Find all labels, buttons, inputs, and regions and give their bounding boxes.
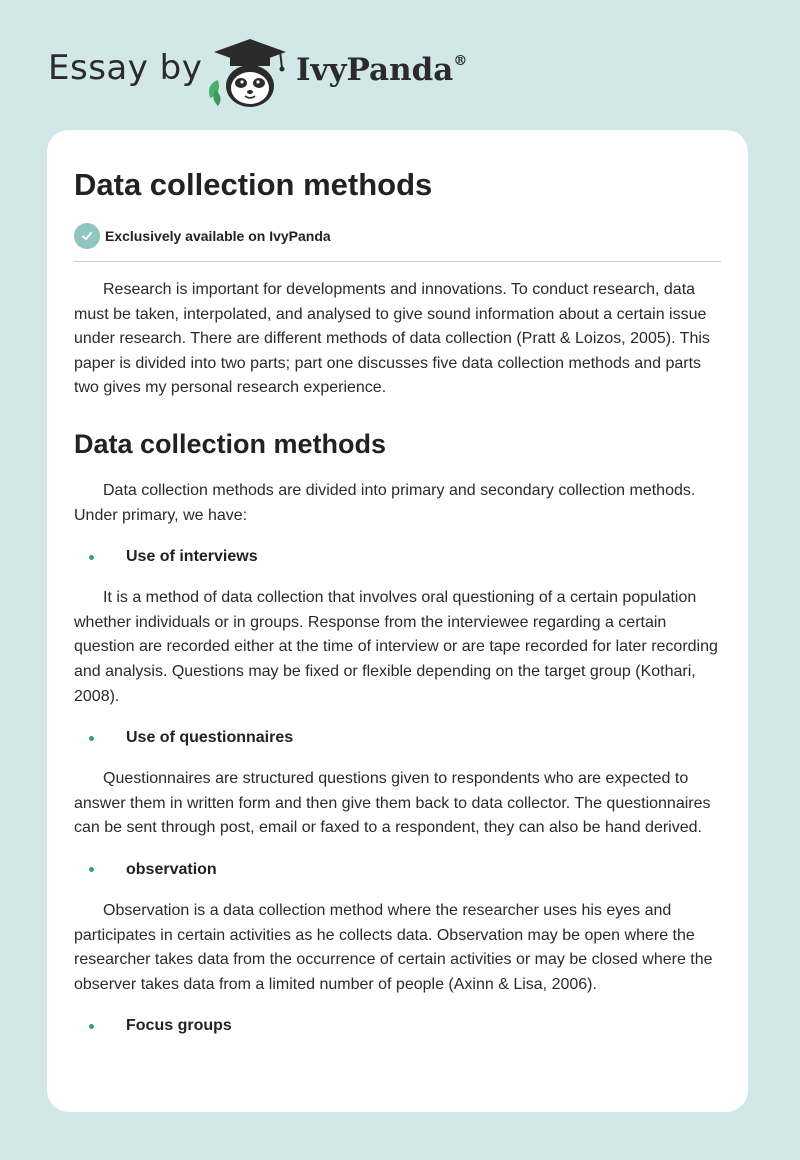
article-card [47, 130, 748, 1112]
brand-text: IvyPanda [296, 52, 454, 88]
site-header [0, 0, 800, 130]
intro-paragraph: Research is important for developments and innovations. To conduct research, data must be taken, interpolated, and analysed to give sound information about a certain issue under research. There are different methods of data collection (Pratt & Loizos, 2005). This paper is divided into two parts; part one discusses five data collection methods and parts two gives my personal research experience. [74, 281, 710, 397]
panda-logo-icon[interactable] [200, 36, 296, 110]
list-item-title: Use of questionnaires [126, 729, 294, 747]
list-item-title: Focus groups [126, 1017, 232, 1035]
list-item-title: Use of interviews [126, 548, 258, 566]
bullet-dot-icon [89, 867, 94, 872]
registered-mark: ® [453, 52, 468, 69]
article-title: Data collection methods [74, 167, 433, 202]
list-item-questionnaires [74, 726, 721, 750]
interviews-paragraph: It is a method of data collection that involves oral questioning of a certain population whether individuals or in groups. Response from the interviewee regarding a certain question are recorded either at the time of interview or are tape recorded for later recording and analysis. Questions may be fixed or flexible depending on the target group (Kothari, 2008). [74, 589, 718, 705]
exclusive-badge-label: Exclusively available on IvyPanda [105, 228, 331, 244]
check-circle-icon [74, 223, 100, 249]
brand-name[interactable] [296, 52, 467, 88]
exclusive-badge [74, 222, 721, 250]
section-heading: Data collection methods [74, 428, 387, 459]
list-item-focus-groups [74, 1014, 721, 1038]
divider [74, 261, 721, 262]
list-item-interviews [74, 545, 721, 569]
list-item-title: observation [126, 860, 217, 878]
observation-paragraph: Observation is a data collection method where the researcher uses his eyes and participates in certain activities as he collects data. Observation may be open where the researcher takes data from the occurrence of certain activities or may be closed where the observer takes data from a limited number of people (Axinn & Lisa, 2006). [74, 901, 713, 993]
list-item-observation [74, 858, 721, 882]
bullet-dot-icon [89, 1024, 94, 1029]
section-intro-paragraph: Data collection methods are divided into primary and secondary collection methods. Under primary, we have: [74, 481, 696, 524]
bullet-dot-icon [89, 736, 94, 741]
questionnaires-paragraph: Questionnaires are structured questions given to respondents who are expected to answer them in written form and then give them back to data collector. The questionnaires can be sent through post, email or faxed to a respondent, they can also be hand derived. [74, 770, 711, 837]
essay-by-label: Essay by [48, 48, 203, 88]
bullet-dot-icon [89, 555, 94, 560]
